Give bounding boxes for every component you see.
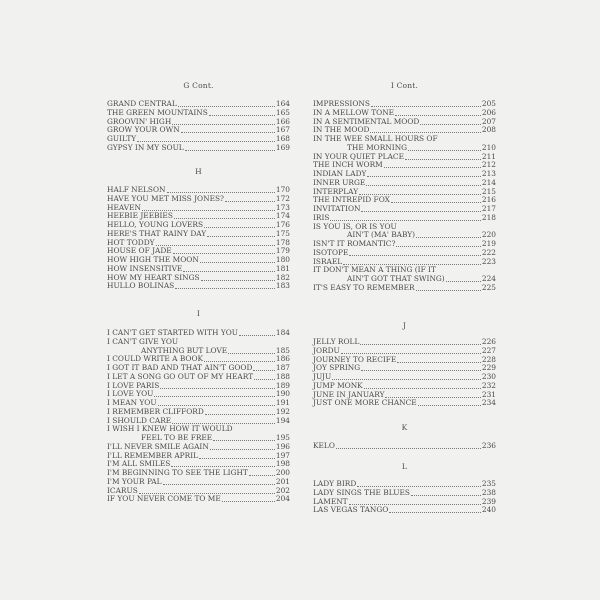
- dot-leader: [343, 258, 481, 265]
- entry-page-number: 227: [481, 345, 496, 355]
- dot-leader: [207, 230, 275, 237]
- entry-page-number: 169: [275, 142, 290, 152]
- index-entry: [107, 255, 290, 264]
- index-entry: [107, 398, 290, 407]
- index-entry: [313, 213, 496, 222]
- entry-page-number: 207: [481, 116, 496, 126]
- entry-title: ISRAEL: [313, 256, 343, 266]
- entry-title: INNER URGE: [313, 177, 366, 187]
- entry-title: I MEAN YOU: [107, 398, 157, 407]
- index-entry: [313, 195, 496, 204]
- index-entry: [313, 160, 496, 169]
- index-entry: [313, 169, 496, 178]
- entry-title: IRIS: [313, 212, 330, 222]
- index-entry: [313, 204, 496, 213]
- entry-title: IN YOUR QUIET PLACE: [313, 151, 404, 161]
- entry-title: HELLO, YOUNG LOVERS: [107, 220, 204, 229]
- index-entry: [313, 108, 496, 117]
- index-entry: [107, 407, 290, 416]
- index-entry: [107, 468, 290, 477]
- entry-title: LAMENT: [313, 496, 348, 506]
- index-entry: [313, 479, 496, 488]
- index-entry: [313, 497, 496, 506]
- entry-title: I LOVE YOU: [107, 389, 154, 399]
- dot-leader: [172, 417, 275, 424]
- index-entry: [313, 248, 496, 257]
- index-entry: [313, 390, 496, 399]
- dot-leader: [367, 170, 480, 177]
- dot-leader: [366, 179, 481, 186]
- section-heading-h: H: [195, 167, 202, 176]
- entry-title: HALF NELSON: [107, 185, 166, 194]
- entry-title: I CAN'T GET STARTED WITH YOU: [107, 328, 238, 337]
- entry-title: I'LL REMEMBER APRIL: [107, 450, 199, 460]
- entry-page-number: 217: [481, 204, 496, 213]
- dot-leader: [163, 478, 275, 485]
- entry-title: AIN'T GOT THAT SWING): [347, 274, 445, 283]
- entry-page-number: 205: [481, 99, 496, 108]
- entry-title: HOW HIGH THE MOON: [107, 255, 199, 264]
- dot-leader: [396, 240, 480, 247]
- entry-page-number: 232: [481, 380, 496, 390]
- dot-leader: [171, 460, 275, 467]
- index-entry: [313, 372, 496, 381]
- entry-page-number: 176: [275, 220, 290, 229]
- section-heading-i: I: [196, 309, 201, 318]
- entry-page-number: 178: [275, 237, 290, 247]
- dot-leader: [330, 214, 480, 221]
- index-entry: [107, 416, 290, 425]
- entry-title: AIN'T (MA' BABY): [347, 230, 416, 240]
- entry-page-number: 200: [275, 468, 290, 477]
- entry-title: I'M ALL SMILES: [107, 459, 171, 469]
- index-entry: [107, 354, 290, 363]
- entry-title: LADY SINGS THE BLUES: [313, 487, 410, 497]
- entry-title: KELO: [313, 441, 335, 450]
- dot-leader: [183, 265, 275, 272]
- entry-page-number: 183: [275, 281, 290, 291]
- entry-page-number: 186: [275, 354, 290, 364]
- entry-page-number: 201: [275, 476, 290, 486]
- dot-leader: [174, 212, 275, 219]
- entry-title: GROW YOUR OWN: [107, 125, 180, 135]
- index-entry: [313, 381, 496, 390]
- entry-title: INTERPLAY: [313, 186, 359, 196]
- entry-title: I LOVE PARIS: [107, 380, 160, 390]
- index-entry: [313, 283, 496, 292]
- index-entry: [313, 187, 496, 196]
- entry-title: HOW INSENSITIVE: [107, 263, 183, 273]
- entry-page-number: 226: [481, 337, 496, 346]
- index-entry-first-line: [313, 134, 496, 143]
- index-entry: [313, 337, 496, 346]
- entry-title: I GOT IT BAD AND THAT AIN'T GOOD: [107, 363, 253, 372]
- index-entry: [107, 238, 290, 247]
- entry-title: ANYTHING BUT LOVE: [141, 345, 228, 355]
- index-entry-first-line: [107, 337, 290, 346]
- section-heading-k: K: [401, 423, 408, 432]
- dot-leader: [341, 347, 481, 354]
- entry-page-number: 229: [481, 363, 496, 373]
- entry-title: HEEBIE JEEBIES: [107, 211, 173, 221]
- entry-page-number: 235: [481, 479, 496, 488]
- entry-page-number: 228: [481, 354, 496, 364]
- entry-title: I COULD WRITE A BOOK: [107, 354, 204, 364]
- entry-page-number: 185: [275, 345, 290, 355]
- entry-title: HERE'S THAT RAINY DAY: [107, 228, 207, 238]
- entry-page-number: 213: [481, 169, 496, 178]
- index-entry: [107, 194, 290, 203]
- dot-leader: [349, 249, 480, 256]
- entry-page-number: 224: [481, 274, 496, 283]
- entry-title: IN THE WEE SMALL HOURS OF: [313, 134, 438, 143]
- entry-page-number: 238: [481, 487, 496, 497]
- entry-page-number: 184: [275, 328, 290, 337]
- dot-leader: [446, 275, 481, 282]
- dot-leader: [158, 399, 275, 406]
- dot-leader: [172, 118, 275, 125]
- dot-leader: [154, 390, 275, 397]
- entry-page-number: 211: [481, 151, 496, 161]
- index-entry: [107, 389, 290, 398]
- dot-leader: [395, 109, 481, 116]
- dot-leader: [359, 188, 481, 195]
- entry-page-number: 191: [275, 398, 290, 407]
- entry-title: THE INTREPID FOX: [313, 195, 390, 205]
- dot-leader: [249, 469, 275, 476]
- entry-title: IT'S EASY TO REMEMBER: [313, 282, 415, 292]
- entry-title: HOW MY HEART SINGS: [107, 272, 200, 282]
- index-entry: [313, 274, 496, 283]
- dot-leader: [199, 452, 275, 459]
- entry-title: FEEL TO BE FREE: [141, 433, 213, 442]
- entry-page-number: 182: [275, 272, 290, 282]
- dot-leader: [253, 364, 274, 371]
- index-entry: [313, 99, 496, 108]
- entry-page-number: 236: [481, 441, 496, 450]
- dot-leader: [384, 161, 481, 168]
- index-entry: [107, 494, 290, 503]
- entry-page-number: 210: [481, 142, 496, 152]
- entry-title: I'M YOUR PAL: [107, 476, 162, 486]
- index-entry-first-line: [313, 222, 496, 231]
- entry-title: IN A SENTIMENTAL MOOD: [313, 116, 420, 126]
- dot-leader: [361, 364, 481, 371]
- entry-title: JOY SPRING: [313, 363, 361, 373]
- dot-leader: [137, 135, 275, 142]
- entry-page-number: 165: [275, 107, 290, 117]
- entry-page-number: 190: [275, 389, 290, 399]
- index-entry: [313, 152, 496, 161]
- dot-leader: [225, 195, 275, 202]
- entry-title: I WISH I KNEW HOW IT WOULD: [107, 424, 233, 434]
- dot-leader: [389, 506, 481, 513]
- entry-title: HOT TODDY: [107, 237, 155, 247]
- entry-title: IN A MELLOW TONE: [313, 107, 395, 117]
- entry-title: THE GREEN MOUNTAINS: [107, 107, 208, 117]
- dot-leader: [408, 144, 481, 151]
- dot-leader: [210, 443, 275, 450]
- entry-page-number: 218: [481, 212, 496, 222]
- entry-title: HAVE YOU MET MISS JONES?: [107, 193, 224, 203]
- entry-page-number: 194: [275, 415, 290, 425]
- entry-page-number: 197: [275, 450, 290, 460]
- entry-title: GUILTY: [107, 134, 137, 143]
- entry-page-number: 166: [275, 116, 290, 126]
- index-entry: [107, 451, 290, 460]
- index-entry: [107, 273, 290, 282]
- entry-title: JUJU: [313, 372, 332, 381]
- entry-page-number: 174: [275, 211, 290, 221]
- dot-leader: [411, 489, 481, 496]
- dot-leader: [156, 239, 275, 246]
- entry-page-number: 195: [275, 433, 290, 442]
- index-entry: [107, 185, 290, 194]
- index-entry: [313, 239, 496, 248]
- index-entry: [313, 143, 496, 152]
- entry-page-number: 170: [275, 185, 290, 194]
- entry-title: HOUSE OF JADE: [107, 246, 172, 256]
- entry-page-number: 223: [481, 256, 496, 266]
- dot-leader: [370, 126, 480, 133]
- entry-title: I LET A SONG GO OUT OF MY HEART: [107, 371, 254, 381]
- index-entry: [107, 211, 290, 220]
- index-entry: [107, 486, 290, 495]
- index-entry: [313, 346, 496, 355]
- entry-title: INDIAN LADY: [313, 169, 367, 178]
- entry-title: JUNE IN JANUARY: [313, 389, 385, 399]
- index-entry: [107, 125, 290, 134]
- index-entry: [107, 381, 290, 390]
- dot-leader: [201, 274, 275, 281]
- entry-title: IN THE MOOD: [313, 125, 370, 135]
- entry-page-number: 222: [481, 247, 496, 257]
- entry-title: ISOTOPE: [313, 247, 349, 257]
- dot-leader: [349, 498, 481, 505]
- index-entry: [313, 441, 496, 450]
- entry-page-number: 164: [275, 99, 290, 108]
- dot-leader: [200, 256, 275, 263]
- index-entry: [107, 134, 290, 143]
- dot-leader: [391, 196, 481, 203]
- dot-leader: [160, 382, 275, 389]
- index-entry: [107, 203, 290, 212]
- dot-leader: [228, 347, 275, 354]
- index-entry: [107, 246, 290, 255]
- index-entry: [313, 125, 496, 134]
- entry-title: JOURNEY TO RECIFE: [313, 354, 397, 364]
- entry-page-number: 202: [275, 485, 290, 495]
- dot-leader: [204, 221, 275, 228]
- entry-page-number: 173: [275, 202, 290, 212]
- index-entry: [107, 433, 290, 442]
- index-entry: [107, 264, 290, 273]
- entry-page-number: 168: [275, 134, 290, 143]
- dot-leader: [173, 247, 275, 254]
- index-entry: [313, 178, 496, 187]
- index-entry: [107, 143, 290, 152]
- dot-leader: [332, 373, 481, 380]
- index-entry: [313, 488, 496, 497]
- index-entry-first-line: [107, 424, 290, 433]
- section-heading-i-cont: I Cont.: [390, 81, 419, 90]
- entry-page-number: 188: [275, 371, 290, 381]
- entry-title: IS YOU IS, OR IS YOU: [313, 221, 397, 231]
- entry-title: GYPSY IN MY SOUL: [107, 142, 184, 152]
- dot-leader: [204, 355, 275, 362]
- entry-title: IF YOU NEVER COME TO ME: [107, 494, 221, 504]
- index-entry: [107, 99, 290, 108]
- entry-title: JUST ONE MORE CHANCE: [313, 398, 417, 408]
- entry-page-number: 187: [275, 363, 290, 372]
- index-entry: [107, 281, 290, 290]
- entry-title: ICARUS: [107, 485, 138, 495]
- dot-leader: [142, 204, 275, 211]
- index-entry-first-line: [313, 265, 496, 274]
- index-entry: [107, 108, 290, 117]
- entry-title: I'LL NEVER SMILE AGAIN: [107, 441, 209, 451]
- dot-leader: [420, 118, 481, 125]
- dot-leader: [361, 205, 480, 212]
- entry-page-number: 234: [481, 398, 496, 408]
- entry-page-number: 206: [481, 107, 496, 117]
- index-entry: [313, 230, 496, 239]
- index-entry: [107, 363, 290, 372]
- index-entry: [107, 372, 290, 381]
- entry-page-number: 231: [481, 389, 496, 399]
- entry-title: JORDU: [313, 345, 340, 355]
- entry-page-number: 214: [481, 177, 496, 187]
- index-entry: [313, 355, 496, 364]
- index-entry: [107, 117, 290, 126]
- dot-leader: [209, 109, 275, 116]
- index-entry: [313, 117, 496, 126]
- entry-page-number: 208: [481, 125, 496, 135]
- section-heading-j: J: [402, 321, 407, 330]
- dot-leader: [185, 144, 275, 151]
- entry-title: HEAVEN: [107, 202, 142, 212]
- dot-leader: [222, 495, 275, 502]
- dot-leader: [239, 329, 275, 336]
- dot-leader: [254, 373, 275, 380]
- index-entry: [107, 328, 290, 337]
- entry-title: JELLY ROLL: [313, 337, 360, 346]
- entry-title: INVITATION: [313, 204, 361, 213]
- entry-title: JUMP MONK: [313, 380, 363, 390]
- entry-title: ISN'T IT ROMANTIC?: [313, 239, 396, 248]
- dot-leader: [416, 284, 481, 291]
- entry-page-number: 167: [275, 125, 290, 135]
- dot-leader: [364, 382, 481, 389]
- index-entry: [107, 477, 290, 486]
- entry-page-number: 212: [481, 160, 496, 170]
- entry-page-number: 181: [275, 263, 290, 273]
- entry-page-number: 215: [481, 186, 496, 196]
- entry-title: I CAN'T GIVE YOU: [107, 336, 179, 346]
- entry-title: I'M BEGINNING TO SEE THE LIGHT: [107, 468, 248, 477]
- entry-title: THE INCH WORM: [313, 160, 383, 170]
- dot-leader: [336, 442, 481, 449]
- dot-leader: [357, 480, 481, 487]
- entry-page-number: 180: [275, 255, 290, 264]
- index-entry: [107, 220, 290, 229]
- entry-page-number: 189: [275, 380, 290, 390]
- dot-leader: [139, 487, 275, 494]
- entry-title: IT DON'T MEAN A THING (IF IT: [313, 265, 436, 275]
- dot-leader: [167, 186, 275, 193]
- dot-leader: [405, 153, 481, 160]
- index-entry: [313, 398, 496, 407]
- section-heading-l: L: [401, 462, 408, 471]
- entry-title: LAS VEGAS TANGO: [313, 505, 389, 515]
- entry-page-number: 216: [481, 195, 496, 205]
- dot-leader: [175, 282, 275, 289]
- entry-page-number: 179: [275, 246, 290, 256]
- dot-leader: [360, 338, 481, 345]
- index-entry: [107, 442, 290, 451]
- entry-page-number: 240: [481, 505, 496, 515]
- entry-page-number: 198: [275, 459, 290, 469]
- entry-title: LADY BIRD: [313, 479, 357, 488]
- dot-leader: [181, 126, 275, 133]
- entry-page-number: 196: [275, 441, 290, 451]
- entry-page-number: 175: [275, 228, 290, 238]
- index-entry: [107, 229, 290, 238]
- entry-title: I SHOULD CARE: [107, 415, 172, 425]
- entry-title: THE MORNING: [347, 142, 408, 152]
- dot-leader: [178, 100, 275, 107]
- entry-page-number: 204: [275, 494, 290, 504]
- dot-leader: [397, 356, 481, 363]
- entry-page-number: 220: [481, 230, 496, 240]
- entry-page-number: 225: [481, 282, 496, 292]
- index-entry: [313, 505, 496, 514]
- entry-title: GROOVIN' HIGH: [107, 116, 172, 126]
- section-heading-g-cont: G Cont.: [183, 81, 214, 90]
- entry-title: HULLO BOLINAS: [107, 281, 175, 291]
- entry-page-number: 230: [481, 372, 496, 381]
- dot-leader: [418, 399, 481, 406]
- entry-page-number: 172: [275, 193, 290, 203]
- dot-leader: [416, 231, 481, 238]
- entry-title: GRAND CENTRAL: [107, 99, 177, 108]
- dot-leader: [371, 100, 481, 107]
- entry-page-number: 192: [275, 406, 290, 416]
- dot-leader: [205, 408, 275, 415]
- index-entry: [107, 459, 290, 468]
- entry-page-number: 239: [481, 496, 496, 506]
- entry-title: IMPRESSIONS: [313, 99, 370, 108]
- entry-title: I REMEMBER CLIFFORD: [107, 406, 204, 416]
- dot-leader: [213, 434, 275, 441]
- dot-leader: [385, 391, 480, 398]
- index-entry: [313, 363, 496, 372]
- index-entry: [107, 346, 290, 355]
- index-entry: [313, 257, 496, 266]
- entry-page-number: 219: [481, 239, 496, 248]
